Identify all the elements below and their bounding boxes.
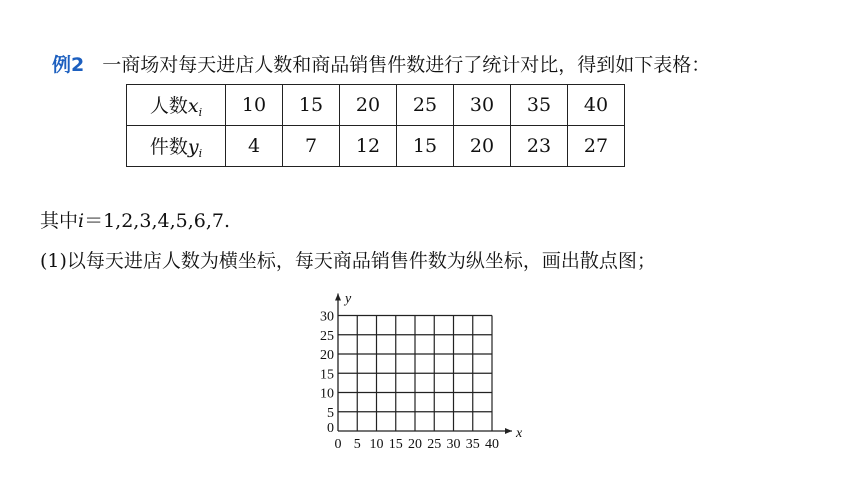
index-note: [40, 206, 230, 233]
y-axis-label: y: [345, 291, 352, 307]
x-tick-label: 30: [446, 437, 461, 452]
note-text: ＝1,2,3,4,5,6,7.: [84, 210, 230, 232]
table-row: [127, 85, 625, 126]
note-prefix: 其中: [40, 210, 79, 232]
x-tick-label: 25: [427, 437, 442, 452]
table-cell: 10: [226, 85, 283, 126]
problem-intro: [52, 50, 710, 77]
row-header-items: [127, 126, 226, 167]
table-cell: 30: [454, 85, 511, 126]
row-header-text: 件数: [149, 136, 188, 158]
table-cell: 12: [340, 126, 397, 167]
y-tick-label: 25: [320, 328, 334, 344]
row-header-text: 人数: [149, 95, 188, 117]
x-tick-label: 15: [388, 437, 403, 452]
y-tick-label: 10: [320, 386, 334, 402]
y-tick-label: 5: [327, 405, 334, 421]
y-tick-label: 30: [320, 309, 334, 325]
table-cell: 15: [283, 85, 340, 126]
table-cell: 40: [568, 85, 625, 126]
x-tick-label: 0: [334, 437, 342, 452]
table-cell: 7: [283, 126, 340, 167]
x-tick-label: 20: [408, 437, 422, 452]
x-tick-label: 5: [353, 437, 361, 452]
row-header-sub: i: [198, 147, 203, 160]
y-tick-label: 15: [320, 367, 334, 383]
row-header-people: [127, 85, 226, 126]
problem-intro-text: 一商场对每天进店人数和商品销售件数进行了统计对比，得到如下表格：: [102, 54, 711, 76]
question-1: (1)以每天进店人数为横坐标，每天商品销售件数为纵坐标，画出散点图；: [40, 250, 656, 272]
table-cell: 35: [511, 85, 568, 126]
x-axis-arrow-icon: [505, 428, 512, 434]
row-header-var: y: [187, 136, 199, 158]
x-tick-label: 40: [485, 437, 499, 452]
note-var: i: [78, 210, 85, 232]
table-cell: 25: [397, 85, 454, 126]
data-table: [126, 84, 625, 167]
y-tick-label: 0: [327, 421, 334, 436]
x-tick-label: 10: [369, 437, 384, 452]
table-cell: 20: [340, 85, 397, 126]
row-header-var: x: [187, 95, 199, 117]
scatter-grid: [305, 284, 545, 454]
table-cell: 23: [511, 126, 568, 167]
table-row: [127, 126, 625, 167]
x-axis-label: x: [516, 426, 523, 441]
y-tick-label: 20: [320, 348, 334, 363]
table-cell: 4: [226, 126, 283, 167]
row-header-sub: i: [198, 106, 203, 119]
problem-label: 例2: [52, 54, 85, 76]
table-cell: 27: [568, 126, 625, 167]
table-cell: 15: [397, 126, 454, 167]
table-cell: 20: [454, 126, 511, 167]
x-tick-label: 35: [465, 437, 480, 452]
y-axis-arrow-icon: [335, 294, 341, 301]
